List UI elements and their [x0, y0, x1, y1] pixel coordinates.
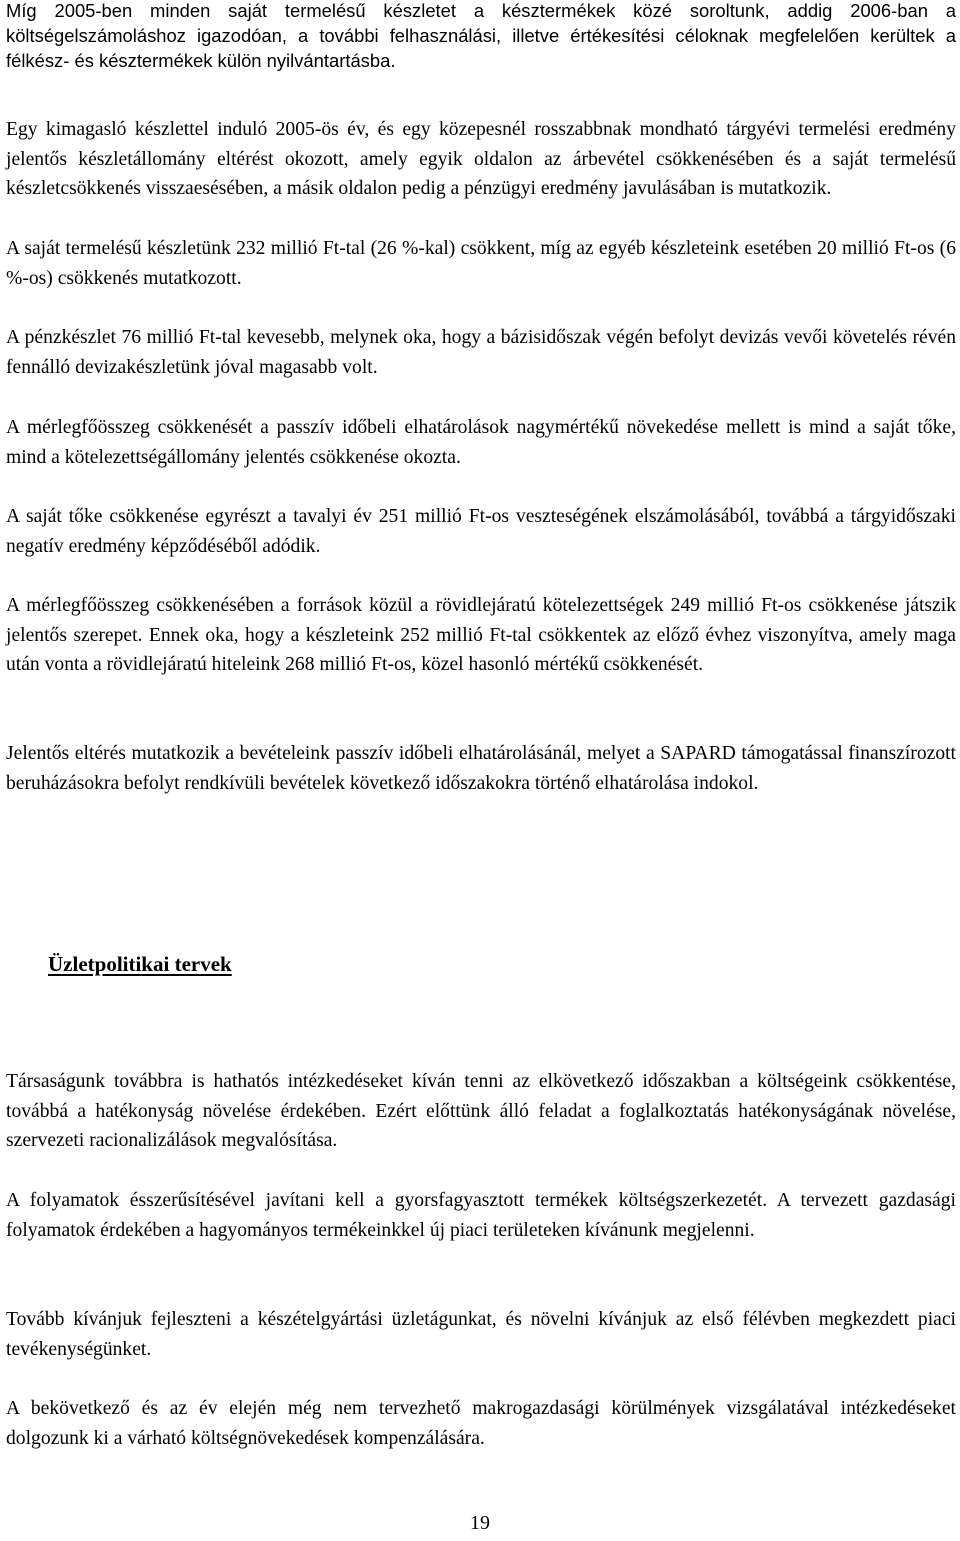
paragraph-ready-meal-business: Tovább kívánjuk fejleszteni a készételgyártási üzletágunkat, és növelni kívánjuk az első félévben megkezdett piaci tevékenységünket. [6, 1309, 956, 1360]
page-number: 19 [470, 1512, 490, 1534]
paragraph-equity-decrease: A saját tőke csökkenése egyrészt a tavalyi év 251 millió Ft-os veszteségének elszámolásából, továbbá a tárgyidőszaki negatív eredmény képződéséből adódik. [6, 506, 956, 557]
paragraph-short-term-liabilities: A mérlegfőösszeg csökkenésében a források közül a rövidlejáratú kötelezettségek 249 millió Ft-os csökkenése játszik jelentős szerepet. Ennek oka, hogy a készleteink 252 millió Ft-tal csökkentek az előző évhez viszonyítva, amely maga után vonta a rövidlejáratú hiteleink 268 millió Ft-os, közel hasonló mértékű csökkenését. [6, 595, 956, 676]
section-heading: Üzletpolitikai tervek [48, 952, 232, 976]
paragraph-macroeconomic-measures: A bekövetkező és az év elején még nem tervezhető makrogazdasági körülmények vizsgálatával intézkedéseket dolgozunk ki a várható költségnövekedések kompenzálására. [6, 1398, 956, 1449]
paragraph-cost-reduction: Társaságunk továbbra is hathatós intézkedéseket kíván tenni az elkövetkező időszakban a költségeink csökkentése, továbbá a hatékonyság növelése érdekében. Ezért előttünk álló feladat a foglalkoztatás hatékonyságának növelése, szervezeti racionalizálások megvalósítása. [6, 1071, 956, 1152]
paragraph-balance-sheet-total: A mérlegfőösszeg csökkenését a passzív időbeli elhatárolások nagymértékű növekedése mellett is mind a saját tőke, mind a kötelezettségállomány jelentés csökkenése okozta. [6, 417, 956, 468]
paragraph-process-rationalization: A folyamatok ésszerűsítésével javítani kell a gyorsfagyasztott termékek költségszerkezetét. A tervezett gazdasági folyamatok érdekében a hagyományos termékeinkkel új piaci területeken kívánunk megjelenni. [6, 1190, 956, 1241]
paragraph-deferred-income: Jelentős eltérés mutatkozik a bevételeink passzív időbeli elhatárolásánál, melyet a SAPARD támogatással finanszírozott beruházásokra befolyt rendkívüli bevételek következő időszakokra történő elhatárolása indokol. [6, 743, 956, 794]
paragraph-own-inventory-decrease: A saját termelésű készletünk 232 millió Ft-tal (26 %-kal) csökkent, míg az egyéb készleteink esetében 20 millió Ft-os (6 %-os) csökkenés mutatkozott. [6, 238, 956, 289]
paragraph-inventory-difference: Egy kimagasló készlettel induló 2005-ös év, és egy közepesnél rosszabbnak mondható tárgyévi termelési eredmény jelentős készletállomány eltérést okozott, amely egyik oldalon az árbevétel csökkenésében és a saját termelésű készletcsökkenés visszaesésében, a másik oldalon pedig a pénzügyi eredmény javulásában is mutatkozik. [6, 119, 956, 200]
paragraph-inventory-classification: Míg 2005-ben minden saját termelésű készletet a késztermékek közé soroltunk, addig 2006-ban a költségelszámoláshoz igazodóan, a további felhasználási, illetve értékesítési céloknak megfelelően kerültek a félkész- és késztermékek külön nyilvántartásba. [6, 0, 956, 71]
paragraph-cash-decrease: A pénzkészlet 76 millió Ft-tal kevesebb, melynek oka, hogy a bázisidőszak végén befolyt devizás vevői követelés révén fennálló devizakészletünk jóval magasabb volt. [6, 327, 956, 378]
